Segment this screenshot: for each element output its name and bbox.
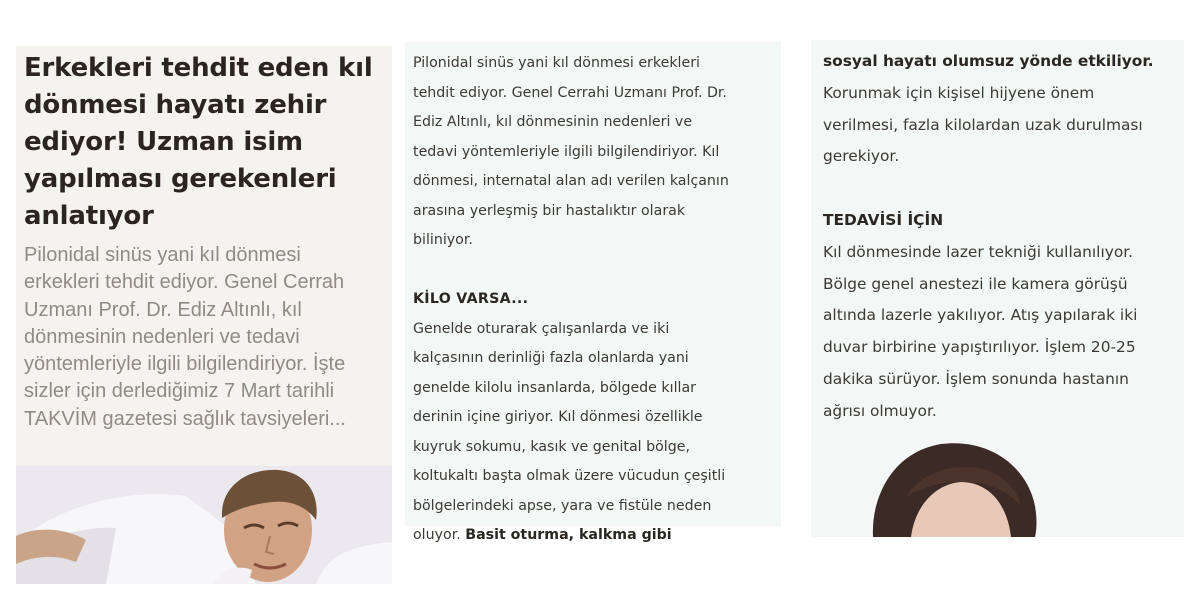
section-heading-tedavi: TEDAVİSİ İÇİN [823,210,944,229]
article-photo-man [16,466,392,584]
body-line: verilmesi, fazla kilolardan uzak durulması [823,115,1143,134]
body-line: kalçasının derinliği fazla olanlarda yani [413,350,689,366]
body-line: koltukaltı başta olmak üzere vücudun çeşitli [413,468,726,484]
body-line: Korunmak için kişisel hijyene önem [823,83,1095,102]
body-line: arasına yerleşmiş bir hastalıktır olarak [413,202,686,219]
article-summary [24,242,424,433]
body-text-bold: Basit oturma, kalkma gibi [465,527,672,543]
title-line: yapılması gerekenleri [24,164,337,194]
section-heading-kilo: KİLO VARSA... [413,291,529,307]
article-card-left [16,46,392,584]
article-title[interactable] [24,50,396,235]
spacer [413,256,785,286]
spacer [823,173,1191,205]
body-line: Pilonidal sinüs yani kıl dönmesi erkekleri [413,55,700,71]
article-photo-doctor [811,436,1184,537]
article-body-middle [413,49,785,551]
body-line: Kıl dönmesinde lazer tekniği kullanılıyor. [823,242,1134,261]
title-line: ediyor! Uzman isim [24,127,303,157]
summary-line: TAKVİM gazetesi sağlık tavsiyeleri... [24,407,346,430]
summary-line: sizler için derlediğimiz 7 Mart tarihli [24,380,335,403]
body-line: gerekiyor. [823,147,900,166]
body-line: tedavi yöntemleriyle ilgili bilgilendiriyor. Kıl [413,143,720,160]
body-line: genelde kilolu insanlarda, bölgede kıllar [413,379,696,396]
body-line: Ediz Altınlı, kıl dönmesinin nedenleri ve [413,114,693,130]
body-line: kuyruk sokumu, kasık ve genital bölge, [413,438,690,455]
article-card-right [811,40,1184,537]
body-line: dakika sürüyor. İşlem sonunda hastanın [823,369,1129,388]
title-line: Erkekleri tehdit eden kıl [24,53,373,83]
body-line: ağrısı olmuyor. [823,401,937,420]
body-line: tehdit ediyor. Genel Cerrahi Uzmanı Prof. Dr. [413,84,727,101]
body-line: duvar birbirine yapıştırılıyor. İşlem 20-25 [823,338,1136,357]
doctor-photo-illustration [811,436,1184,537]
body-line: derinin içine giriyor. Kıl dönmesi özellikle [413,409,703,425]
body-line-last [413,521,785,551]
title-line: dönmesi hayatı zehir [24,90,327,120]
summary-line: dönmesinin nedenleri ve tedavi [24,325,300,348]
body-line: biliniyor. [413,232,473,248]
man-photo-illustration [16,466,392,584]
summary-line: Uzmanı Prof. Dr. Ediz Altınlı, kıl [24,298,302,321]
body-line: altında lazerle yakılıyor. Atış yapılarak iki [823,306,1138,325]
body-line: Bölge genel anestezi ile kamera görüşü [823,274,1128,293]
article-body-right [823,46,1191,428]
summary-line: Pilonidal sinüs yani kıl dönmesi [24,244,301,266]
summary-line: yöntemleriyle ilgili bilgilendiriyor. İşte [24,353,346,376]
body-line: bölgelerindeki apse, yara ve fistüle neden [413,497,712,514]
article-card-middle [405,42,781,543]
body-line: dönmesi, internatal alan adı verilen kalçanın [413,173,729,189]
title-line: anlatıyor [24,201,154,231]
bold-line: sosyal hayatı olumsuz yönde etkiliyor. [823,52,1154,70]
summary-line: erkekleri tehdit ediyor. Genel Cerrah [24,271,345,294]
body-text-plain: oluyor. [413,527,466,543]
body-line: Genelde oturarak çalışanlarda ve iki [413,320,670,337]
